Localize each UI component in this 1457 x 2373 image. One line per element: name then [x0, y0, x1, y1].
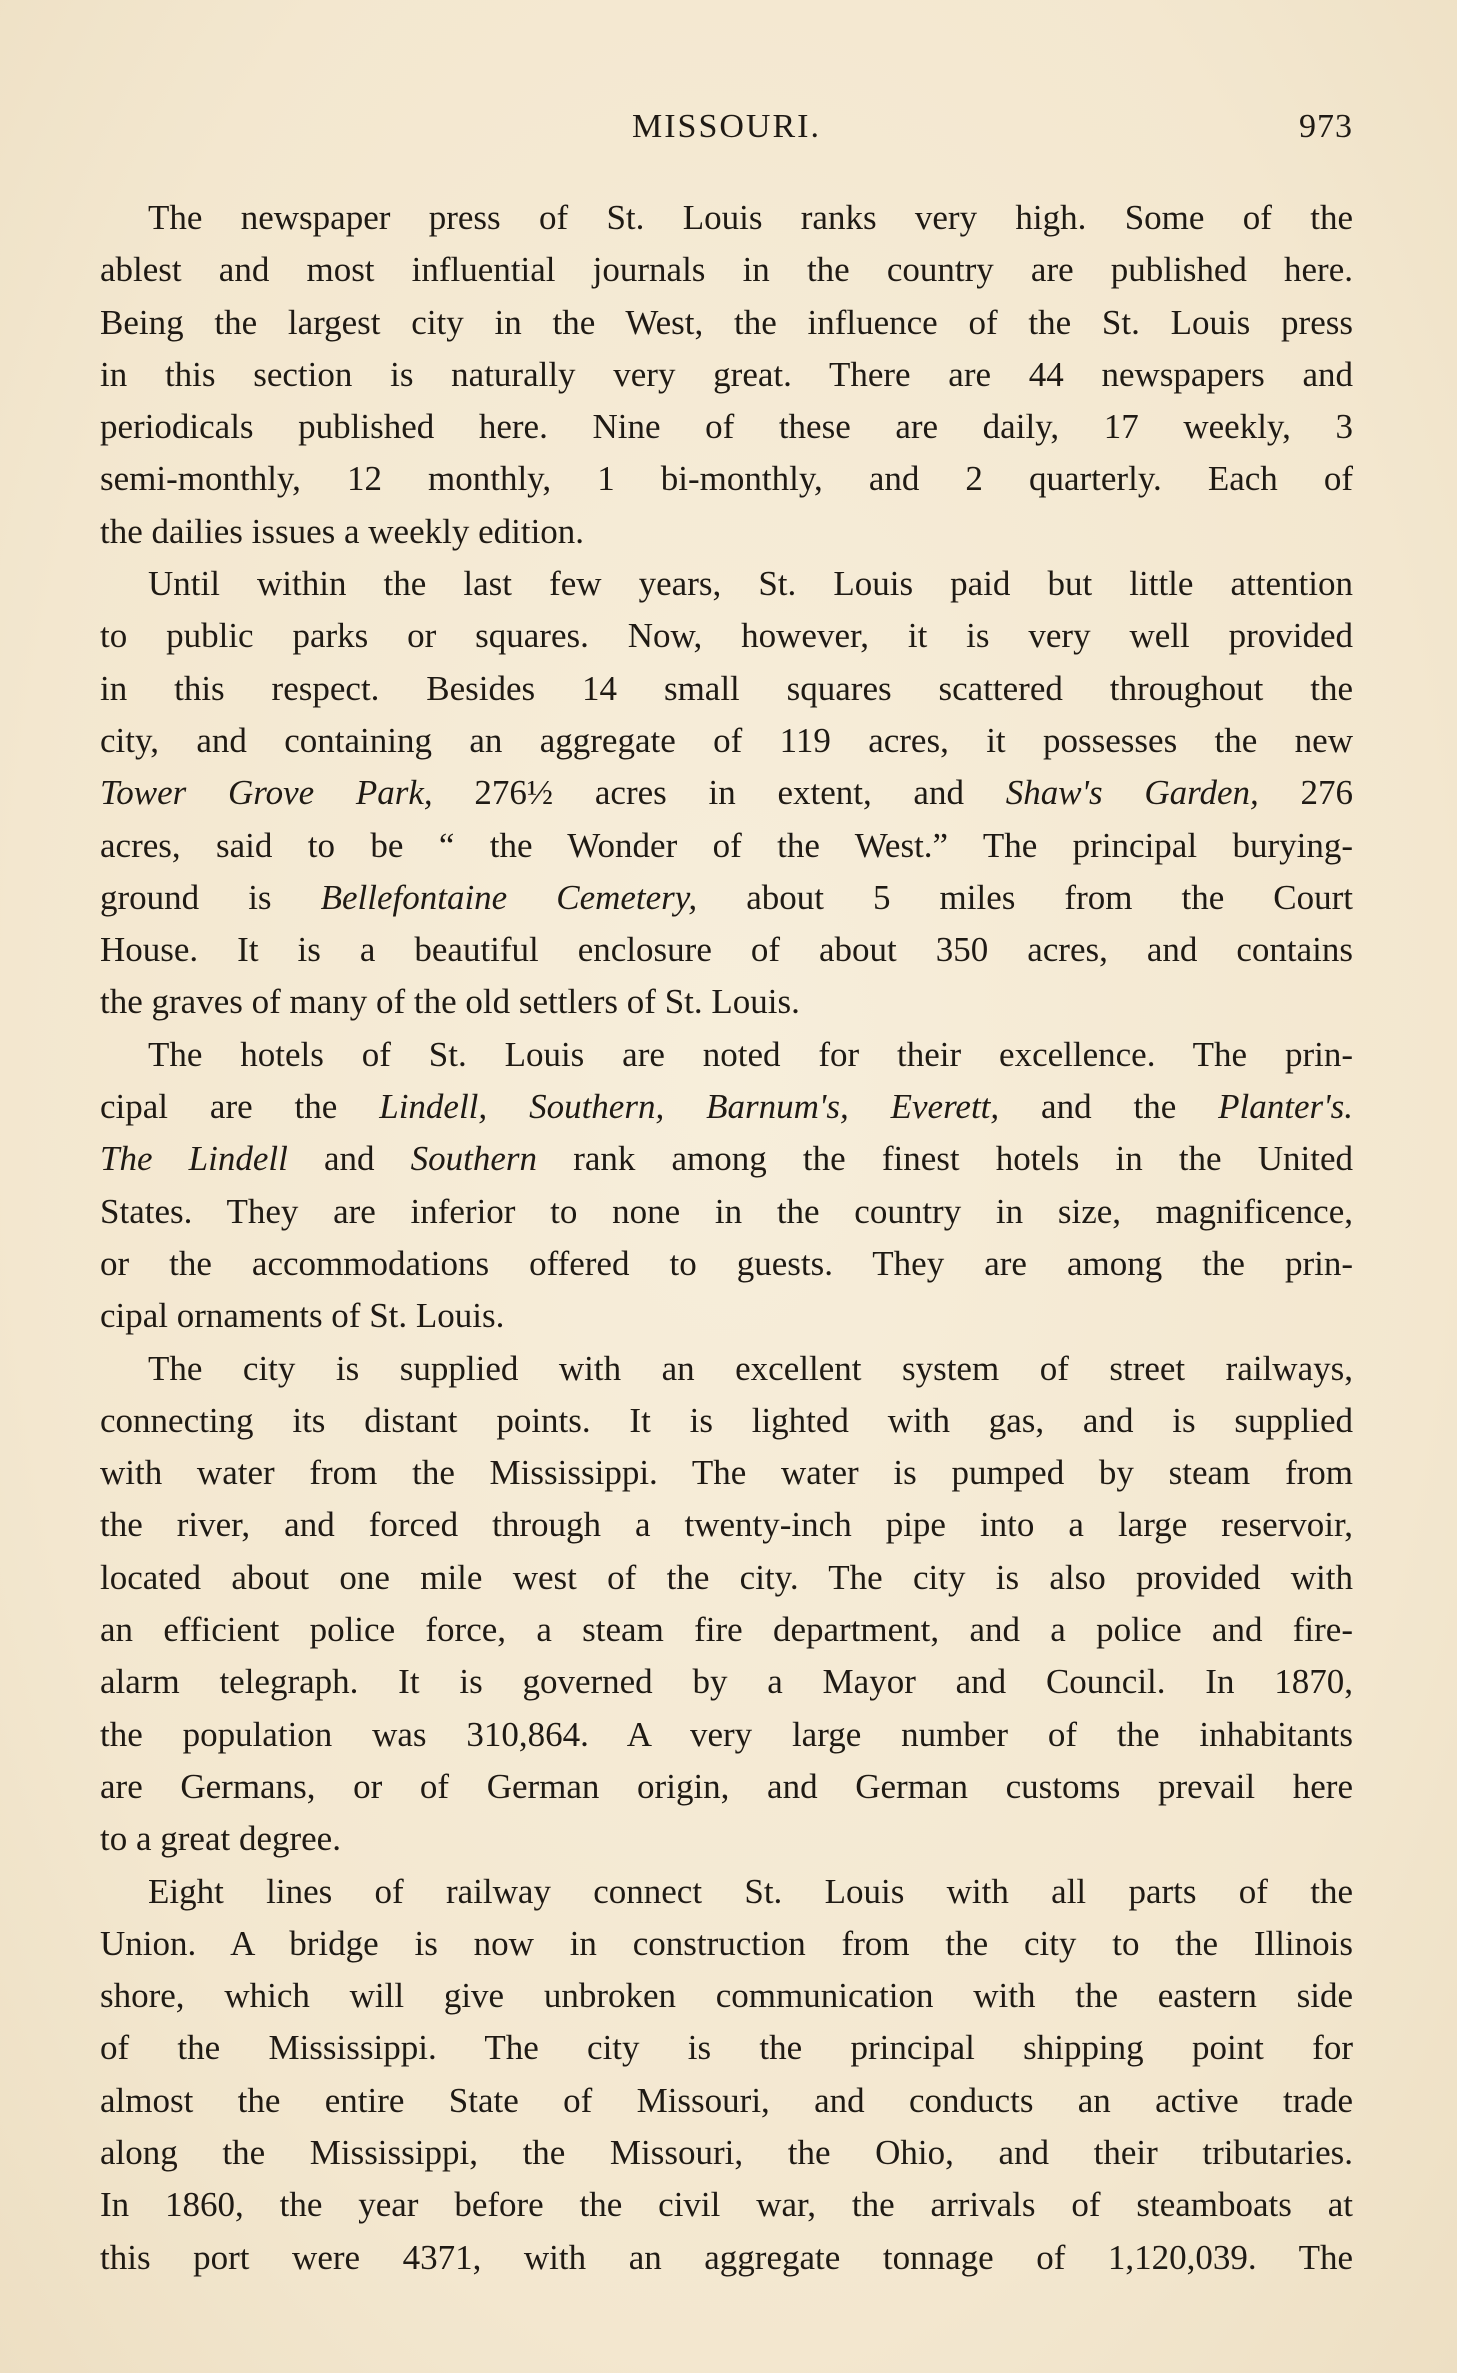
text-run: the river, and forced through a twenty-inch pipe into a large reservoir,: [100, 1505, 1353, 1545]
text-run: 276: [1258, 773, 1353, 813]
text-run: House. It is a beautiful enclosure of about 350 acres, and contains: [100, 930, 1353, 970]
text-run: an efficient police force, a steam fire department, and a police and fire-: [100, 1610, 1353, 1650]
text-run: to public parks or squares. Now, however, it is very well provided: [100, 616, 1353, 656]
text-run: or the accommodations offered to guests. They are among the prin-: [100, 1243, 1353, 1283]
text-run: alarm telegraph. It is governed by a Mayor and Council. In 1870,: [100, 1662, 1353, 1702]
text-run: the graves of many of the old settlers of St. Louis.: [100, 982, 800, 1022]
text-run: the dailies issues a weekly edition.: [100, 511, 585, 551]
text-line: [100, 663, 1353, 715]
text-run: in this respect. Besides 14 small squares scattered throughout the: [100, 668, 1353, 708]
text-run: rank among the finest hotels in the United: [537, 1139, 1353, 1179]
text-line: [100, 1029, 1353, 1081]
text-line: [100, 1918, 1353, 1970]
text-run: States. They are inferior to none in the country in size, magnificence,: [100, 1191, 1353, 1231]
text-run: Being the largest city in the West, the influence of the St. Louis press: [100, 302, 1353, 342]
italic-text: Southern: [410, 1139, 538, 1179]
text-run: along the Mississippi, the Missouri, the Ohio, and their tributaries.: [100, 2132, 1353, 2172]
text-run: cipal ornaments of St. Louis.: [100, 1296, 505, 1336]
text-run: The newspaper press of St. Louis ranks very high. Some of the: [148, 198, 1353, 237]
page-title: MISSOURI.: [632, 108, 821, 145]
text-run: with water from the Mississippi. The water is pumped by steam from: [100, 1453, 1353, 1493]
text-line: [100, 349, 1353, 401]
text-line: [100, 1447, 1353, 1499]
text-line: [100, 976, 1353, 1028]
text-run: are Germans, or of German origin, and German customs prevail here: [100, 1766, 1353, 1806]
text-run: cipal are the: [100, 1087, 380, 1127]
text-line: [100, 1604, 1353, 1656]
text-line: [100, 244, 1353, 296]
text-run: In 1860, the year before the civil war, the arrivals of steamboats at: [100, 2185, 1353, 2225]
text-run: 276½ acres in extent, and: [432, 773, 1006, 813]
text-run: Eight lines of railway connect St. Louis with all parts of the: [148, 1871, 1353, 1911]
text-run: The hotels of St. Louis are noted for their excellence. The prin-: [148, 1034, 1353, 1074]
text-line: [100, 1813, 1353, 1865]
text-line: [100, 453, 1353, 505]
text-line: [100, 297, 1353, 349]
text-run: and the: [999, 1087, 1219, 1127]
text-line: [100, 1081, 1353, 1133]
text-run: ablest and most influential journals in the country are published here.: [100, 250, 1353, 290]
text-line: [100, 715, 1353, 767]
text-line: [100, 1499, 1353, 1551]
italic-text: Lindell, Southern, Barnum's, Everett,: [379, 1087, 1000, 1127]
text-run: in this section is naturally very great. There are 44 newspapers and: [100, 354, 1353, 394]
text-line: [100, 1552, 1353, 1604]
text-line: [100, 506, 1353, 558]
text-line: [100, 767, 1353, 819]
text-line: [100, 1133, 1353, 1185]
text-run: semi-monthly, 12 monthly, 1 bi-monthly, and 2 quarterly. Each of: [100, 459, 1353, 499]
text-line: [100, 558, 1353, 610]
text-line: [100, 2232, 1353, 2284]
text-line: [100, 2127, 1353, 2179]
italic-text: Bellefontaine Cemetery,: [320, 877, 698, 917]
text-line: [100, 1866, 1353, 1918]
text-run: city, and containing an aggregate of 119 acres, it possesses the new: [100, 720, 1353, 760]
text-line: [100, 1709, 1353, 1761]
text-line: [100, 2179, 1353, 2231]
text-line: [100, 820, 1353, 872]
text-run: this port were 4371, with an aggregate tonnage of 1,120,039. The: [100, 2237, 1353, 2277]
text-line: [100, 1290, 1353, 1342]
text-run: the population was 310,864. A very large number of the inhabitants: [100, 1714, 1353, 1754]
text-run: Union. A bridge is now in construction from the city to the Illinois: [100, 1923, 1353, 1963]
text-line: [100, 401, 1353, 453]
text-run: shore, which will give unbroken communication with the eastern side: [100, 1976, 1353, 2016]
italic-text: Planter's.: [1218, 1087, 1353, 1127]
text-run: acres, said to be “ the Wonder of the West.” The principal burying-: [100, 825, 1353, 865]
text-line: [100, 610, 1353, 662]
text-run: almost the entire State of Missouri, and conducts an active trade: [100, 2080, 1353, 2120]
italic-text: Shaw's Garden,: [1005, 773, 1259, 813]
text-line: [100, 1970, 1353, 2022]
running-head: [100, 108, 1353, 152]
text-run: periodicals published here. Nine of these are daily, 17 weekly, 3: [100, 407, 1353, 447]
text-run: about 5 miles from the Court: [697, 877, 1353, 917]
text-run: of the Mississippi. The city is the principal shipping point for: [100, 2028, 1353, 2068]
text-line: [100, 2022, 1353, 2074]
text-run: to a great degree.: [100, 1819, 341, 1859]
text-line: [100, 924, 1353, 976]
text-line: [100, 2075, 1353, 2127]
text-run: located about one mile west of the city. The city is also provided with: [100, 1557, 1353, 1597]
text-line: [100, 1656, 1353, 1708]
text-line: [100, 192, 1353, 244]
text-run: ground is: [100, 877, 321, 917]
text-run: connecting its distant points. It is lighted with gas, and is supplied: [100, 1400, 1353, 1440]
body-text: [100, 192, 1353, 2284]
italic-text: Tower Grove Park,: [100, 773, 433, 813]
page-number: 973: [1299, 108, 1353, 145]
text-line: [100, 1238, 1353, 1290]
text-line: [100, 1343, 1353, 1395]
text-line: [100, 1395, 1353, 1447]
italic-text: The Lindell: [100, 1139, 288, 1179]
text-line: [100, 872, 1353, 924]
text-line: [100, 1186, 1353, 1238]
text-run: and: [287, 1139, 411, 1179]
text-line: [100, 1761, 1353, 1813]
text-run: The city is supplied with an excellent system of street railways,: [148, 1348, 1353, 1388]
text-run: Until within the last few years, St. Louis paid but little attention: [148, 564, 1353, 604]
